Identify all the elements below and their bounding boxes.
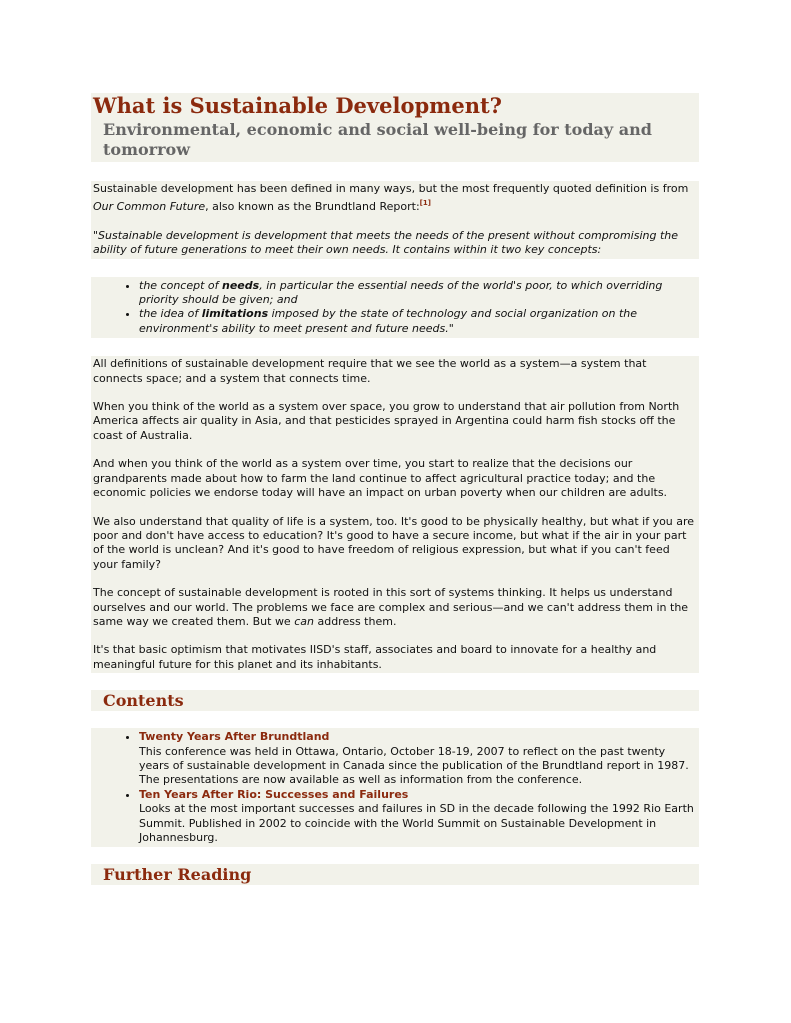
page-subtitle: Environmental, economic and social well-being for today and tomorrow — [91, 119, 699, 162]
body-paragraph-4: We also understand that quality of life is a system, too. It's good to be physically healthy, but what if you are poor and don't have access to education? It's good to have a secure income, but what if the air in your part of the world is unclean? And it's good to have freedom of religious expression, but what if you can't feed your family? — [93, 514, 695, 571]
list-item: • the idea of limitations imposed by the state of technology and social organization on the environment's ability to meet present and future needs." — [139, 307, 695, 336]
contents-heading: Contents — [91, 690, 699, 711]
brundtland-quote: "Sustainable development is development that meets the needs of the present without compromising the ability of future generations to meet their own needs. It contains within it two key concepts: — [93, 228, 679, 257]
definition-section — [91, 181, 699, 259]
body-paragraph-2: When you think of the world as a system over space, you grow to understand that air pollution from North America affects air quality in Asia, and that pesticides sprayed in Argentina could harm fish stocks off the coast of Australia. — [93, 400, 680, 442]
list-item: • the concept of needs, in particular the essential needs of the world's poor, to which overriding priority should be given; and — [139, 279, 695, 308]
body-paragraph-1: All definitions of sustainable development require that we see the world as a system—a system that connects space; and a system that connects time. — [93, 357, 647, 385]
body-paragraph-6: It's that basic optimism that motivates IISD's staff, associates and board to innovate for a healthy and meaningful future for this planet and its inhabitants. — [93, 643, 657, 671]
body-section — [91, 356, 699, 673]
contents-description: This conference was held in Ottawa, Ontario, October 18-19, 2007 to reflect on the past twenty years of sustainable development in Canada since the publication of the Brundtland report in 1987. The presentations are now available as well as information from the conference. — [139, 744, 689, 787]
contents-list-container — [91, 728, 699, 847]
page-title: What is Sustainable Development? — [91, 93, 699, 119]
intro-paragraph: Sustainable development has been defined in many ways, but the most frequently quoted definition is from Our Common Future, also known as the Brundtland Report:[1] — [93, 182, 689, 214]
further-reading-heading: Further Reading — [91, 864, 699, 885]
list-item — [139, 788, 695, 846]
footnote-link[interactable]: [1] — [419, 199, 431, 208]
contents-link-twenty-years[interactable]: Twenty Years After Brundtland — [139, 730, 330, 744]
key-concepts-list-container — [91, 277, 699, 339]
source-title: Our Common Future — [93, 200, 206, 214]
contents-description: Looks at the most important successes and failures in SD in the decade following the 1992 Rio Earth Summit. Published in 2002 to coincide with the World Summit on Sustainable Development in Johannesburg. — [139, 802, 694, 844]
contents-list — [91, 728, 699, 847]
body-paragraph-5: The concept of sustainable development is rooted in this sort of systems thinking. It helps us understand ourselves and our world. The problems we face are complex and serious—and we can't address them in the same way we created them. But we can address them. — [93, 586, 689, 628]
article — [91, 93, 699, 885]
contents-link-ten-years[interactable]: Ten Years After Rio: Successes and Failures — [139, 787, 409, 801]
list-item — [139, 730, 695, 788]
key-concepts-list — [91, 277, 699, 339]
body-paragraph-3: And when you think of the world as a system over time, you start to realize that the decisions our grandparents made about how to farm the land continue to affect agricultural practice today; and the economic policies we endorse today will have an impact on urban poverty when our children are adults. — [93, 457, 668, 500]
